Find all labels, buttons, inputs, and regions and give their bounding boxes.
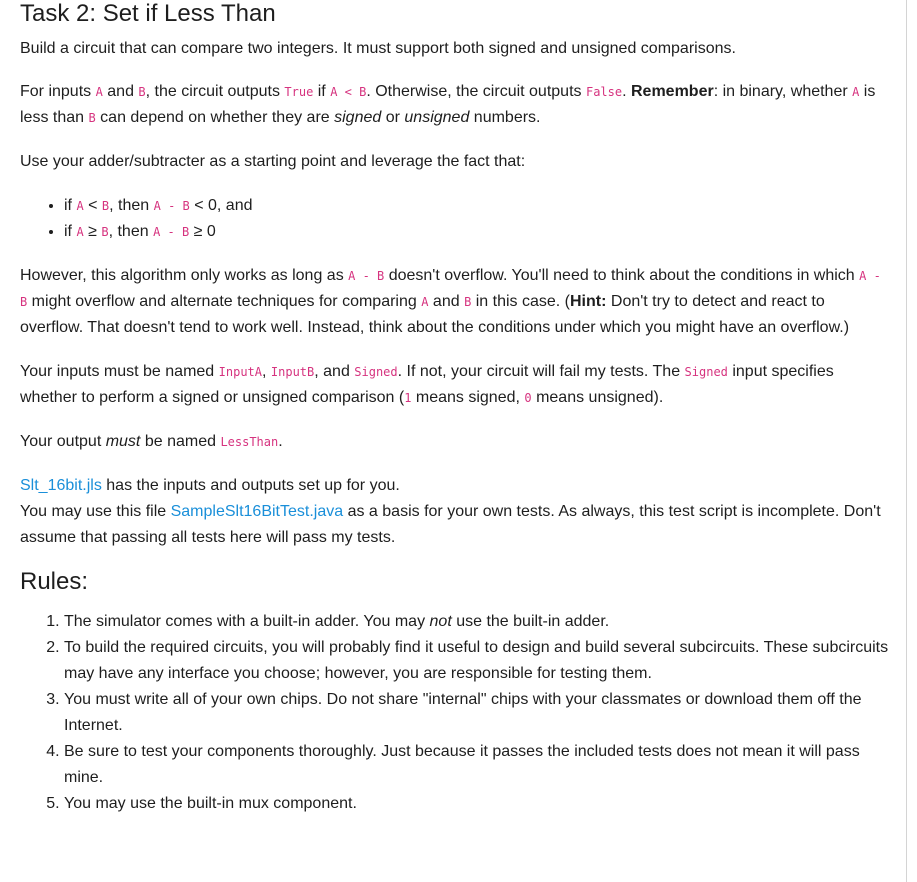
code-signed: Signed bbox=[354, 365, 398, 379]
code-true: True bbox=[284, 85, 314, 99]
remember-label: Remember bbox=[630, 83, 714, 100]
scrollbar-track[interactable] bbox=[906, 0, 917, 882]
code-b: B bbox=[138, 85, 146, 99]
code-a: A bbox=[95, 85, 103, 99]
sample-test-link[interactable]: SampleSlt16BitTest.java bbox=[170, 503, 344, 520]
intro-paragraph: Build a circuit that can compare two integers. It must support both signed and unsigned comparisons. bbox=[20, 40, 736, 57]
page-title: Task 2: Set if Less Than bbox=[20, 0, 276, 27]
list-item: • if A ≥ B, then A - B ≥ 0 bbox=[64, 219, 890, 245]
task-content bbox=[20, 0, 890, 817]
code-a-lt-b: A < B bbox=[330, 85, 367, 99]
rules-heading: Rules: bbox=[20, 568, 89, 595]
facts-list bbox=[20, 193, 890, 245]
code-inputa: InputA bbox=[218, 365, 262, 379]
output-paragraph: Your output must be named LessThan. bbox=[20, 433, 283, 450]
comparison-paragraph: For inputs A and B, the circuit outputs True if A < B. Otherwise, the circuit outputs False. Remember: in binary, whether A is less than B can depend on whether they are signed or unsigned numbers. bbox=[20, 83, 876, 126]
list-item: 2. To build the required circuits, you will probably find it useful to design and build several subcircuits. These subcircuits may have any interface you choose; however, you are responsible for testing them. bbox=[64, 635, 890, 687]
list-item: • if A < B, then A - B < 0, and bbox=[64, 193, 890, 219]
rules-list bbox=[20, 609, 890, 817]
code-inputb: InputB bbox=[270, 365, 315, 379]
files-paragraph: Slt_16bit.jls has the inputs and outputs set up for you. You may use this file SampleSlt16BitTest.java as a basis for your own tests. As always, this test script is incomplete. Don't assume that passing all tests here will pass my tests. bbox=[20, 477, 881, 546]
overflow-paragraph: However, this algorithm only works as long as A - B doesn't overflow. You'll need to think about the conditions in which A - B might overflow and alternate techniques for comparing A and B in this case. (Hint: Don't try to detect and react to overflow. That doesn't tend to work well. Instead, think about the conditions under which you might have an overflow.) bbox=[20, 267, 881, 336]
leverage-paragraph: Use your adder/subtracter as a starting point and leverage the fact that: bbox=[20, 153, 526, 170]
code-false: False bbox=[585, 85, 623, 99]
code-lessthan: LessThan bbox=[220, 435, 279, 449]
list-item: 4. Be sure to test your components thoroughly. Just because it passes the included tests does not mean it will pass mine. bbox=[64, 739, 890, 791]
hint-label: Hint: bbox=[570, 293, 607, 310]
slt-16bit-link[interactable]: Slt_16bit.jls bbox=[20, 477, 102, 494]
list-item: 5. You may use the built-in mux component. bbox=[64, 791, 890, 817]
list-item: 3. You must write all of your own chips. Do not share "internal" chips with your classmates or download them off the Internet. bbox=[64, 687, 890, 739]
inputs-paragraph: Your inputs must be named InputA, InputB, and Signed. If not, your circuit will fail my tests. The Signed input specifies whether to perform a signed or unsigned comparison (1 means signed, 0 means unsigned). bbox=[20, 363, 834, 406]
list-item: 1. The simulator comes with a built-in adder. You may not use the built-in adder. bbox=[64, 609, 890, 635]
